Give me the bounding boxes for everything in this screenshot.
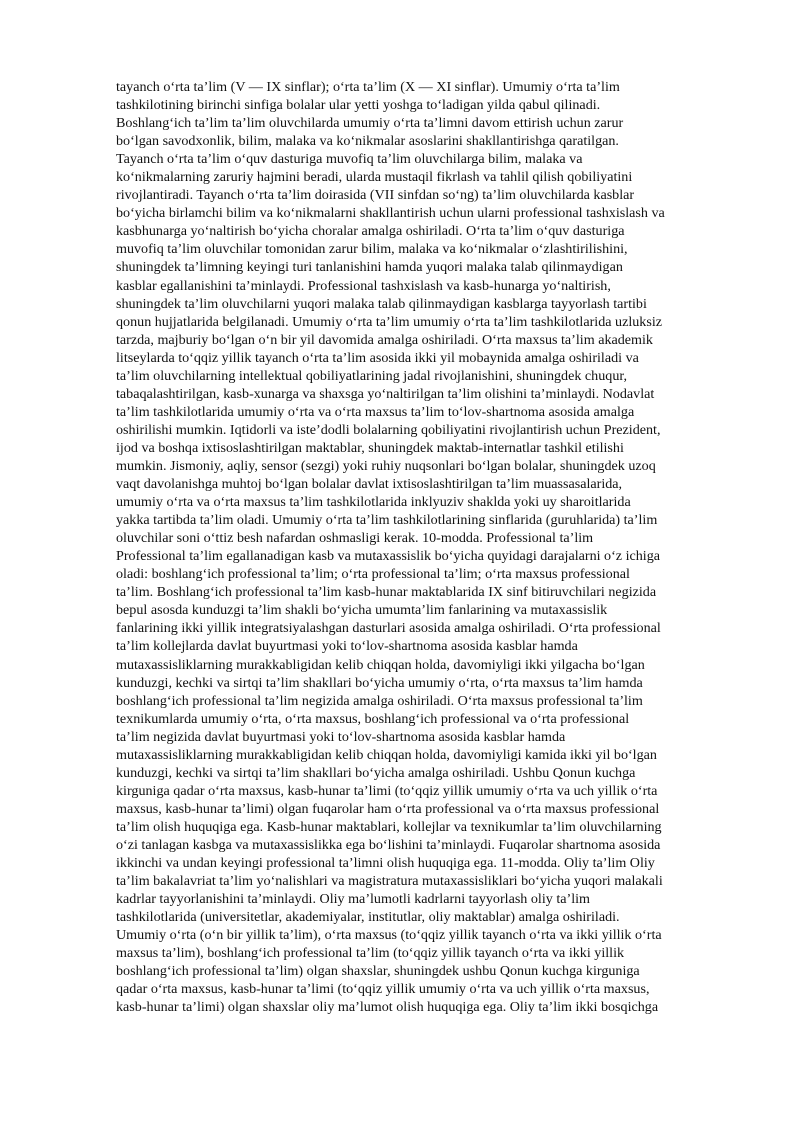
text-line: tayanch o‘rta ta’lim (V — IX sinflar); o‘rta ta’lim (X — XI sinflar). Umumiy o‘rta ta’lim bbox=[116, 79, 620, 95]
text-line: muvofiq ta’lim oluvchilar tomonidan zarur bilim, malaka va ko‘nikmalar o‘zlashtirilishini, bbox=[116, 241, 628, 258]
text-line: oshirilishi mumkin. Iqtidorli va iste’dodli bolalarning qobiliyatini rivojlantirish uchun Prezident, bbox=[116, 421, 661, 438]
text-line: rivojlantiradi. Tayanch o‘rta ta’lim doirasida (VII sinfdan so‘ng) ta’lim oluvchilarda kasblar bbox=[116, 187, 635, 204]
text-line: ko‘nikmalarning zaruriy hajmini beradi, ularda mustaqil fikrlash va tahlil qilish qobiliyatini bbox=[116, 169, 633, 186]
text-line: fanlarining ikki yillik integratsiyalashgan dasturlari asosida amalga oshiriladi. O‘rta professional bbox=[116, 620, 661, 637]
text-line: maxsus, kasb-hunar ta’limi) olgan fuqarolar ham o‘rta professional va o‘rta maxsus professional bbox=[116, 800, 660, 817]
text-line: mutaxassisliklarning murakkabligidan kelib chiqqan holda, davomiyligi kamida ikki yil bo‘lgan bbox=[116, 746, 657, 763]
text-line: bo‘lgan savodxonlik, bilim, malaka va ko‘nikmalar asoslarini shakllantirishga qaratilgan. bbox=[116, 133, 619, 150]
text-line: boshlang‘ich professional ta’lim) olgan shaxslar, shuningdek ushbu Qonun kuchga kirguniga bbox=[116, 963, 640, 980]
text-line: boshlang‘ich professional ta’lim negizida amalga oshiriladi. O‘rta maxsus professional ta’lim bbox=[116, 692, 643, 709]
text-line: bepul asosda kunduzgi ta’lim shakli bo‘yicha umumta’lim fanlarining va mutaxassislik bbox=[116, 602, 608, 619]
text-line: ijod va boshqa ixtisoslashtirilgan maktablar, shuningdek maktab-internatlar tashkil etilishi bbox=[116, 439, 624, 456]
text-line: umumiy o‘rta va o‘rta maxsus ta’lim tashkilotlarida inklyuziv shaklda yoki uy sharoitlarida bbox=[116, 494, 631, 511]
text-line: yakka tartibda ta’lim oladi. Umumiy o‘rta ta’lim tashkilotlarining sinflarida (guruhlarida) ta’lim bbox=[116, 512, 658, 529]
text-line: qadar o‘rta maxsus, kasb-hunar ta’limi (to‘qqiz yillik umumiy o‘rta va uch yillik o‘rta maxsus, bbox=[116, 981, 650, 998]
text-line: oladi: boshlang‘ich professional ta’lim; o‘rta professional ta’lim; o‘rta maxsus professional bbox=[116, 566, 630, 583]
text-line: tashkilotlarida (universitetlar, akademiyalar, institutlar, oliy maktablar) amalga oshiriladi. bbox=[116, 909, 620, 926]
text-line: kasb-hunar ta’limi) olgan shaxslar oliy ma’lumot olish huquqiga ega. Oliy ta’lim ikki bosqichga bbox=[116, 999, 659, 1016]
text-line: mumkin. Jismoniy, aqliy, sensor (sezgi) yoki ruhiy nuqsonlari bo‘lgan bolalar, shuningdek uzoq bbox=[116, 457, 656, 474]
text-line: tarzda, majburiy bo‘lgan o‘n bir yil davomida amalga oshiriladi. O‘rta maxsus ta’lim akademik bbox=[116, 331, 653, 348]
text-line: kadrlar tayyorlanishini ta’minlaydi. Oliy ma’lumotli kadrlarni tayyorlash oliy ta’lim bbox=[116, 891, 590, 908]
text-line: Professional ta’lim egallanadigan kasb va mutaxassislik bo‘yicha quyidagi darajalarni o‘z ichiga bbox=[116, 548, 661, 565]
text-line: ta’lim tashkilotlarida umumiy o‘rta va o‘rta maxsus ta’lim to‘lov-shartnoma asosida amalga bbox=[116, 403, 635, 420]
text-line: kunduzgi, kechki va sirtqi ta’lim shakllari bo‘yicha amalga oshiriladi. Ushbu Qonun kuchga bbox=[116, 764, 636, 781]
text-line: shuningdek ta’limning keyingi turi tanlanishini hamda yuqori malaka talab qilinmaydigan bbox=[116, 259, 623, 276]
text-line: vaqt davolanishga muhtoj bo‘lgan bolalar davlat ixtisoslashtirilgan ta’lim muassasalarida, bbox=[116, 476, 623, 493]
text-line: kasblar egallanishini ta’minlaydi. Professional tashxislash va kasb-hunarga yo‘naltirish, bbox=[116, 277, 611, 294]
body-text bbox=[116, 78, 756, 1016]
text-line: ta’lim olish huquqiga ega. Kasb-hunar maktablari, kollejlar va texnikumlar ta’lim oluvchilarning bbox=[116, 818, 662, 835]
text-line: ta’lim. Boshlang‘ich professional ta’lim kasb-hunar maktablarida IX sinf bitiruvchilari negizida bbox=[116, 584, 657, 601]
text-line: ta’lim negizida davlat buyurtmasi yoki to‘lov-shartnoma asosida kasblar hamda bbox=[116, 728, 566, 745]
text-line: ikkinchi va undan keyingi professional ta’limni olish huquqiga ega. 11-modda. Oliy ta’lim Oliy bbox=[116, 855, 655, 872]
text-line: Umumiy o‘rta (o‘n bir yillik ta’lim), o‘rta maxsus (to‘qqiz yillik tayanch o‘rta va ikki yillik o‘rta bbox=[116, 927, 662, 944]
text-line: Tayanch o‘rta ta’lim o‘quv dasturiga muvofiq ta’lim oluvchilarga bilim, malaka va bbox=[116, 151, 583, 168]
text-line: mutaxassisliklarning murakkabligidan kelib chiqqan holda, davomiyligi ikki yilgacha bo‘lgan bbox=[116, 656, 645, 673]
text-line: kirguniga qadar o‘rta maxsus, kasb-hunar ta’limi (to‘qqiz yillik umumiy o‘rta va uch yillik o‘rta bbox=[116, 782, 658, 799]
text-line: shuningdek ta’lim oluvchilarni yuqori malaka talab qilinmaydigan kasblarga tayyorlash tartibi bbox=[116, 295, 647, 312]
text-line: Boshlang‘ich ta’lim ta’lim oluvchilarda umumiy o‘rta ta’limni davom ettirish uchun zarur bbox=[116, 115, 624, 132]
text-line: kunduzgi, kechki va sirtqi ta’lim shakllari bo‘yicha umumiy o‘rta, o‘rta maxsus ta’lim hamda bbox=[116, 674, 643, 691]
text-line: oluvchilar soni o‘ttiz besh nafardan oshmasligi kerak. 10-modda. Professional ta’lim bbox=[116, 530, 594, 547]
text-line: ta’lim bakalavriat ta’lim yo‘nalishlari va magistratura mutaxassisliklari bo‘yicha yuqori malakali bbox=[116, 873, 663, 890]
text-line: tabaqalashtirilgan, kasb-xunarga va shaxsga yo‘naltirilgan ta’lim olishini ta’minlaydi. Nodavlat bbox=[116, 385, 655, 402]
text-line: maxsus ta’lim), boshlang‘ich professional ta’lim (to‘qqiz yillik tayanch o‘rta va ikki yillik bbox=[116, 945, 625, 962]
text-line: o‘zi tanlagan kasbga va mutaxassislikka ega bo‘lishini ta’minlaydi. Fuqarolar shartnoma asosida bbox=[116, 836, 661, 853]
text-line: kasbhunarga yo‘naltirish bo‘yicha choralar amalga oshiriladi. O‘rta ta’lim o‘quv dasturiga bbox=[116, 223, 625, 240]
text-line: texnikumlarda umumiy o‘rta, o‘rta maxsus, boshlang‘ich professional va o‘rta professional bbox=[116, 710, 630, 727]
text-line: ta’lim kollejlarda davlat buyurtmasi yoki to‘lov-shartnoma asosida kasblar hamda bbox=[116, 638, 578, 655]
text-line: qonun hujjatlarida belgilanadi. Umumiy o‘rta ta’lim umumiy o‘rta ta’lim tashkilotlarida uzluksiz bbox=[116, 313, 663, 330]
text-line: bo‘yicha birlamchi bilim va ko‘nikmalarni shakllantirish uchun ularni professional tashxislash va bbox=[116, 205, 665, 222]
text-line: tashkilotining birinchi sinfiga bolalar ular yetti yoshga to‘ladigan yilda qabul qilinadi. bbox=[116, 97, 601, 114]
text-line: litseylarda to‘qqiz yillik tayanch o‘rta ta’lim asosida ikki yil mobaynida amalga oshiriladi va bbox=[116, 349, 639, 366]
text-line: ta’lim oluvchilarning intellektual qobiliyatlarining jadal rivojlanishini, shuningdek chuqur, bbox=[116, 367, 628, 384]
